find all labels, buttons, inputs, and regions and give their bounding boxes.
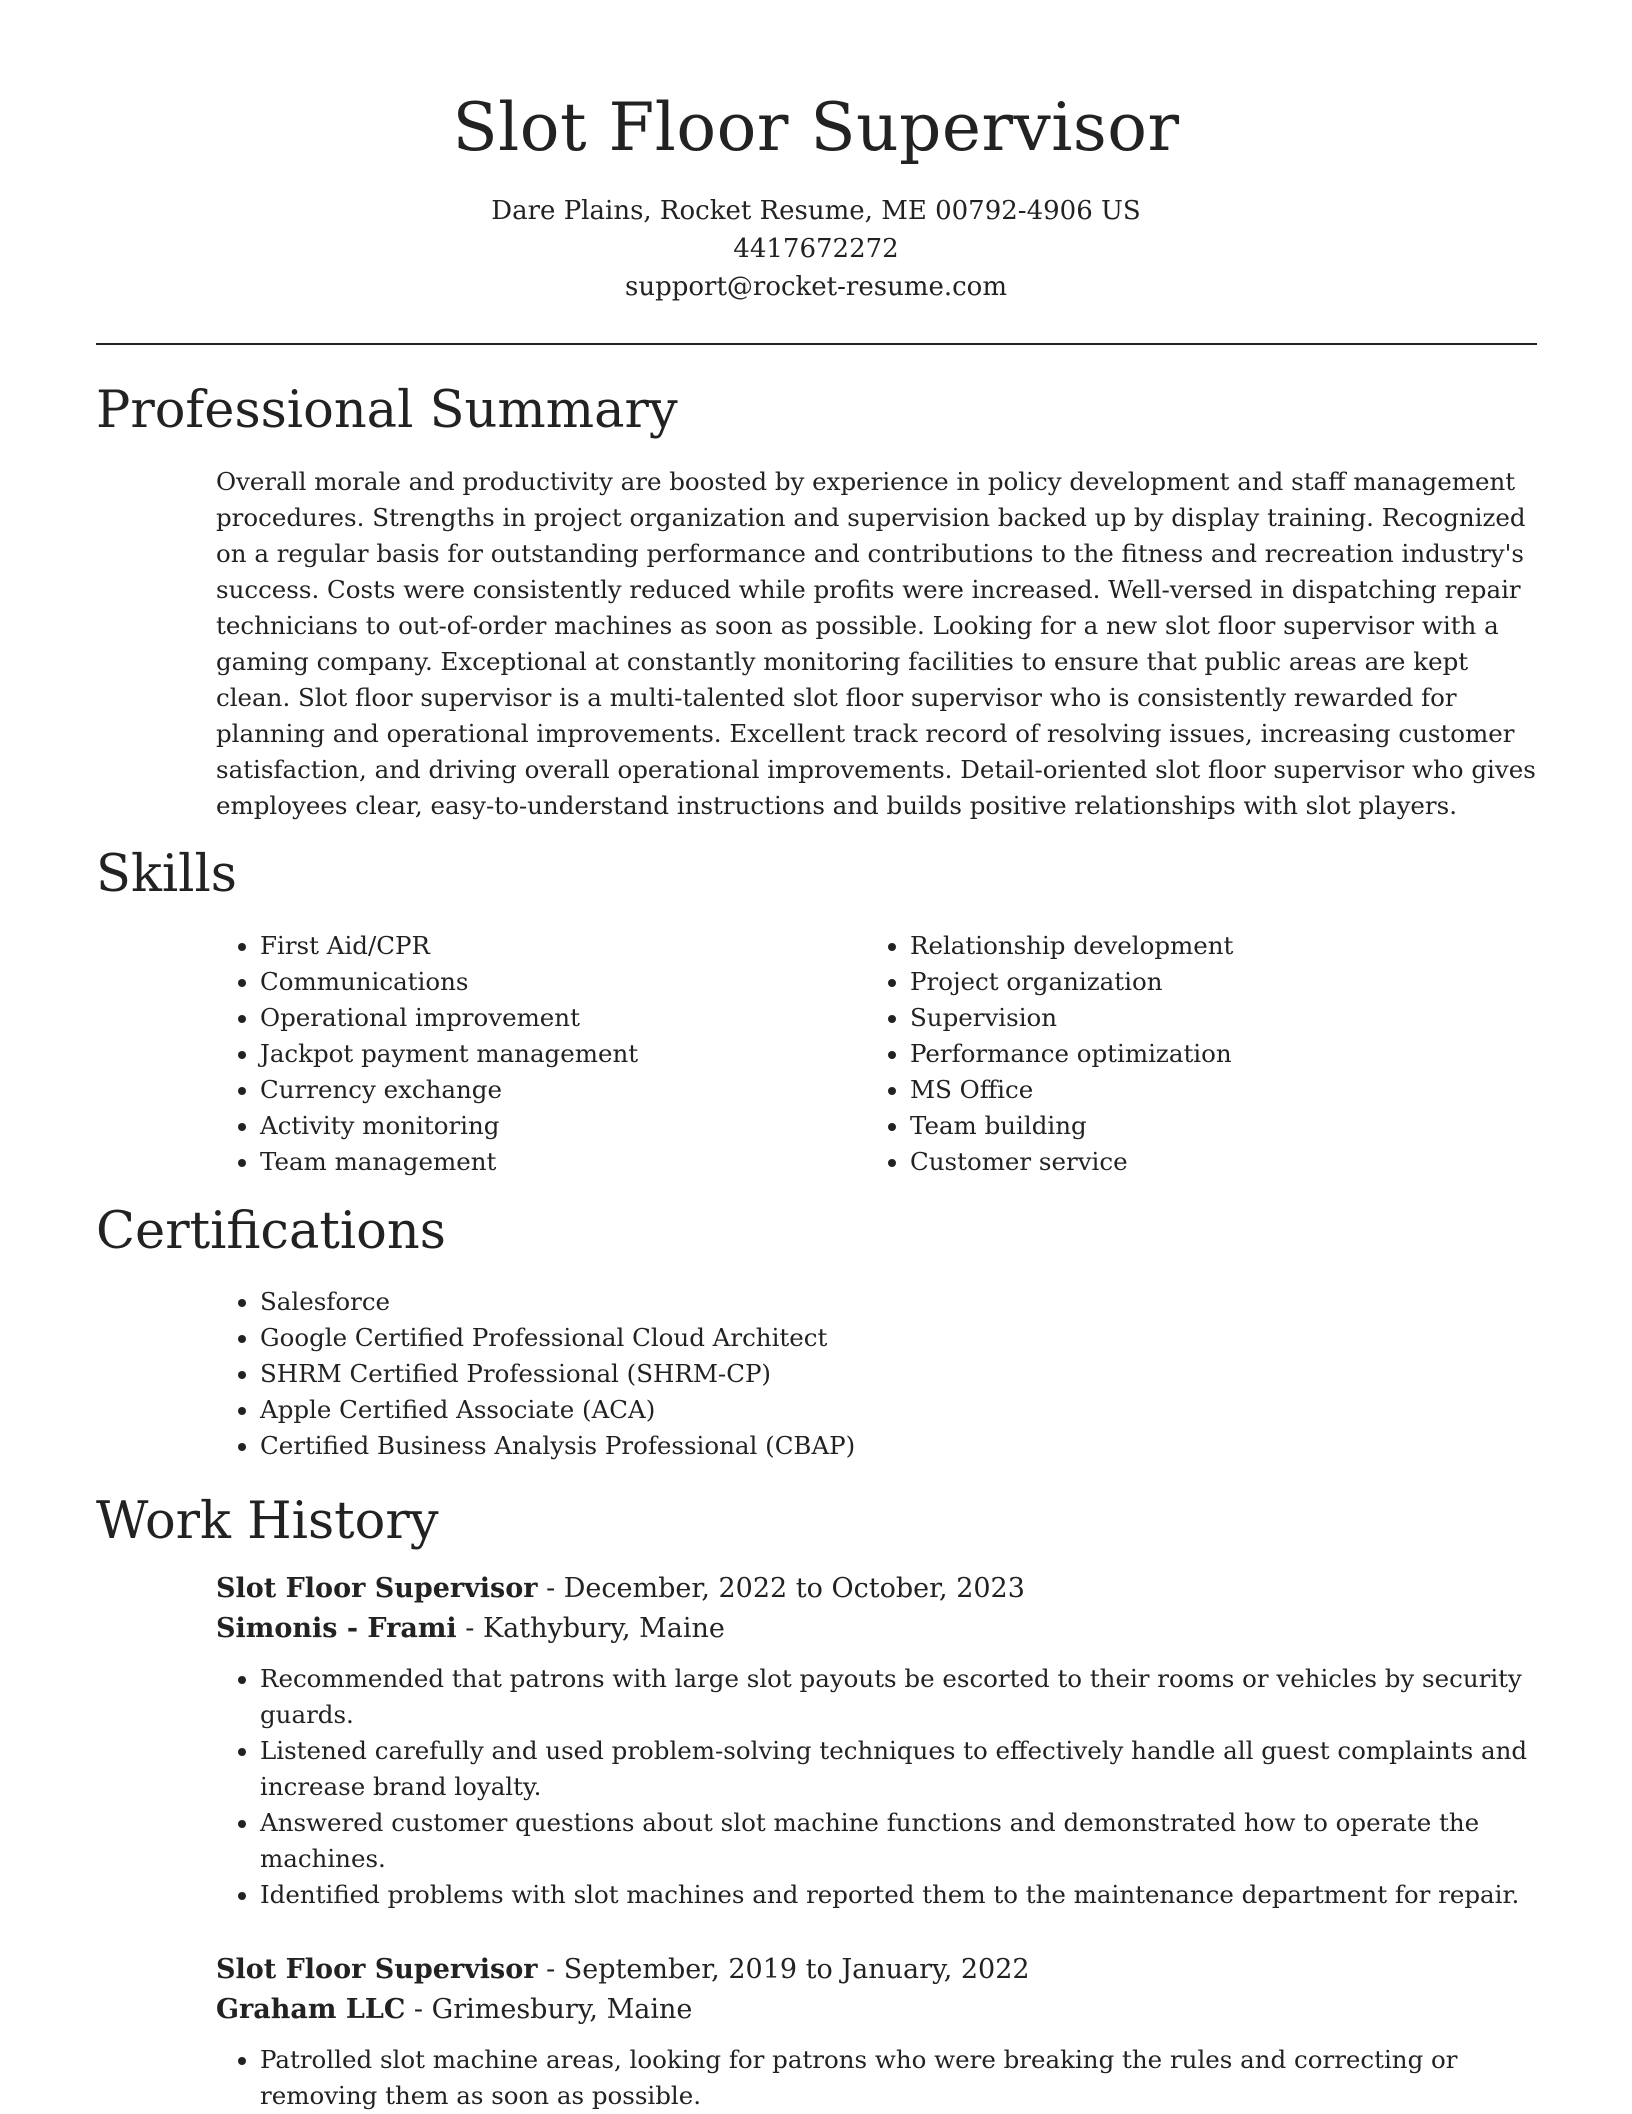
job-entry	[216, 1950, 1536, 2114]
list-item: • Activity monitoring	[260, 1108, 638, 1144]
list-item: • Currency exchange	[260, 1072, 638, 1108]
skills-list-left	[216, 928, 638, 1180]
list-item: • Project organization	[910, 964, 1233, 1000]
list-item: • Performance optimization	[910, 1036, 1233, 1072]
list-item: • Salesforce	[260, 1284, 855, 1320]
job-dates: - September, 2019 to January, 2022	[537, 1954, 1030, 1985]
list-item: • Relationship development	[910, 928, 1233, 964]
list-item: • Answered customer questions about slot machine functions and demonstrated how to operate the machines.	[260, 1805, 1536, 1877]
job-title-line	[216, 1569, 1536, 1609]
job-role: Slot Floor Supervisor	[216, 1954, 538, 1985]
job-company: Graham LLC	[216, 1994, 406, 2025]
job-company-line	[216, 1609, 1536, 1649]
list-item: • Jackpot payment management	[260, 1036, 638, 1072]
job-company-line	[216, 1990, 1536, 2030]
list-item: • Google Certified Professional Cloud Architect	[260, 1320, 855, 1356]
candidate-name: Slot Floor Supervisor	[452, 89, 1180, 166]
contact-email: support@rocket-resume.com	[624, 272, 1007, 302]
contact-phone: 4417672272	[733, 234, 899, 264]
list-item: • Team building	[910, 1108, 1233, 1144]
list-item: • Identified problems with slot machines and reported them to the maintenance department for repair.	[260, 1877, 1536, 1913]
contact-block	[0, 192, 1632, 306]
list-item: • Recommended that patrons with large slot payouts be escorted to their rooms or vehicles by security guards.	[260, 1661, 1536, 1733]
list-item: • Operational improvement	[260, 1000, 638, 1036]
job-location: - Grimesbury, Maine	[405, 1994, 693, 2025]
certifications-list	[216, 1284, 855, 1464]
job-company: Simonis - Frami	[216, 1613, 457, 1644]
summary-text: Overall morale and productivity are boosted by experience in policy development and staff management procedures. Strengths in project organization and supervision backed up by display training. Recognized on a regular basis for outstanding performance and contributions to the fitness and recreation industry's success. Costs were consistently reduced while profits were increased. Well-versed in dispatching repair technicians to out-of-order machines as soon as possible. Looking for a new slot floor supervisor with a gaming company. Exceptional at constantly monitoring facilities to ensure that public areas are kept clean. Slot floor supervisor is a multi-talented slot floor supervisor who is consistently rewarded for planning and operational improvements. Excellent track record of resolving issues, increasing customer satisfaction, and driving overall operational improvements. Detail-oriented slot floor supervisor who gives employees clear, easy-to-understand instructions and builds positive relationships with slot players.	[216, 467, 1536, 820]
section-title-skills: Skills	[96, 845, 237, 904]
contact-address: Dare Plains, Rocket Resume, ME 00792-4906 US	[491, 196, 1141, 226]
section-title-summary: Professional Summary	[96, 381, 678, 440]
list-item: • MS Office	[910, 1072, 1233, 1108]
job-role: Slot Floor Supervisor	[216, 1573, 538, 1604]
list-item: • Supervision	[910, 1000, 1233, 1036]
job-title-line	[216, 1950, 1536, 1990]
list-item: • First Aid/CPR	[260, 928, 638, 964]
job-bullets	[216, 2042, 1536, 2114]
resume-header	[0, 0, 1632, 306]
list-item: • Patrolled slot machine areas, looking for patrons who were breaking the rules and correcting or removing them as soon as possible.	[260, 2042, 1536, 2114]
job-dates: - December, 2022 to October, 2023	[537, 1573, 1025, 1604]
list-item: • Listened carefully and used problem-solving techniques to effectively handle all guest complaints and increase brand loyalty.	[260, 1733, 1536, 1805]
section-title-certifications: Certifications	[96, 1202, 446, 1261]
list-item: • Customer service	[910, 1144, 1233, 1180]
list-item: • Certified Business Analysis Professional (CBAP)	[260, 1428, 855, 1464]
job-location: - Kathybury, Maine	[456, 1613, 725, 1644]
job-bullets	[216, 1661, 1536, 1913]
header-divider	[96, 343, 1537, 345]
list-item: • Communications	[260, 964, 638, 1000]
list-item: • Team management	[260, 1144, 638, 1180]
skills-list-right	[866, 928, 1233, 1180]
section-title-work-history: Work History	[96, 1492, 439, 1551]
job-entry	[216, 1569, 1536, 1913]
list-item: • Apple Certified Associate (ACA)	[260, 1392, 855, 1428]
list-item: • SHRM Certified Professional (SHRM-CP)	[260, 1356, 855, 1392]
